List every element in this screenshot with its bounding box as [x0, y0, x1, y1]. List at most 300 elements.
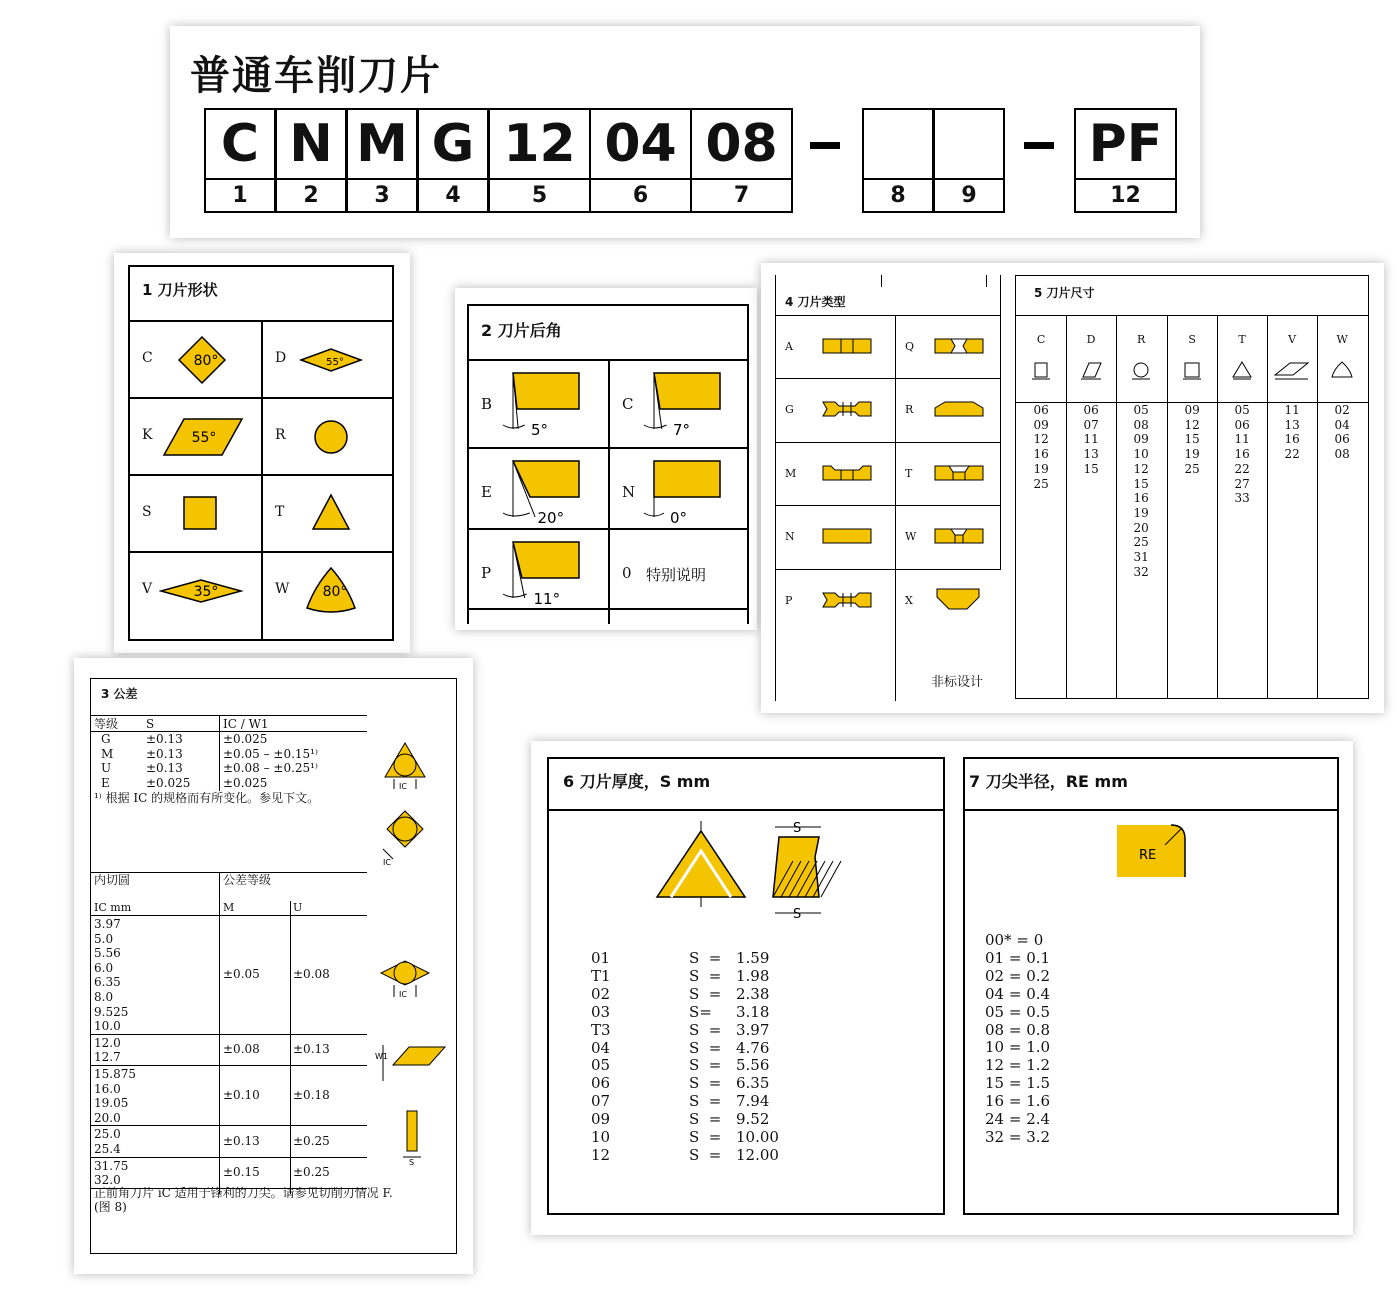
- thickness-equals: [689, 950, 721, 1165]
- tolerance-note-figure: (图 8): [94, 1200, 127, 1214]
- size-value: 13: [1083, 447, 1099, 462]
- col-m-label: M: [223, 901, 235, 914]
- size-divider: [1167, 315, 1168, 699]
- u-tolerance: ±0.25: [293, 1165, 330, 1180]
- code-letter-box: 04: [589, 108, 692, 180]
- thickness-code: 07: [591, 1092, 611, 1111]
- row-divider: [91, 1065, 367, 1066]
- col-u-label: U: [293, 901, 303, 914]
- ic-size: 9.525: [94, 1004, 129, 1019]
- thickness-equals: S =: [689, 966, 722, 985]
- dimension-label: S: [409, 1158, 415, 1167]
- m-tolerance: ±0.15: [223, 1165, 260, 1180]
- shape-code: C: [142, 350, 153, 366]
- size-column-values: [1066, 403, 1116, 477]
- ic-size-values: [94, 1067, 136, 1125]
- thickness-s-label: S: [793, 821, 802, 836]
- shape-cell: [130, 476, 259, 551]
- size-shape-icon: [1079, 359, 1103, 383]
- size-value: 09: [1133, 432, 1149, 447]
- type-cell: [896, 570, 1000, 632]
- size-value: 11: [1284, 403, 1300, 417]
- code-position-box: 7: [690, 178, 793, 213]
- thickness-value: 1.98: [736, 966, 770, 985]
- size-column-values: [1016, 403, 1066, 491]
- tolerance-panel: [74, 658, 473, 1274]
- size-value: 12: [1184, 417, 1200, 432]
- size-value: 09: [1184, 403, 1200, 417]
- shape-cell: [130, 553, 259, 628]
- clearance-code: E: [481, 483, 492, 501]
- code-position-box: 9: [933, 178, 1005, 213]
- thickness-code: T3: [591, 1020, 611, 1039]
- radius-value: 15 = 1.5: [985, 1074, 1051, 1093]
- s-tolerance-value: ±0.13: [146, 746, 183, 761]
- size-value: 06: [1033, 403, 1049, 417]
- type-code: R: [905, 403, 914, 416]
- code-dash: [1024, 142, 1054, 149]
- size-value: 06: [1083, 403, 1099, 417]
- size-value: 16: [1133, 491, 1149, 506]
- clearance-angle-icon: [499, 451, 599, 527]
- ic-size: 5.0: [94, 931, 114, 946]
- thickness-s-icon: [399, 1107, 425, 1167]
- size-shape-icon: [1330, 359, 1354, 383]
- radius-list: [985, 932, 1050, 1147]
- u-tolerance: ±0.18: [293, 1088, 330, 1103]
- tolerance-table: [90, 678, 457, 1254]
- page-title: 普通车削刀片: [190, 53, 442, 99]
- ic-size: 6.0: [94, 960, 114, 975]
- clearance-cell: [610, 449, 747, 528]
- code-position-box: 2: [275, 178, 347, 213]
- size-value: 11: [1234, 432, 1250, 447]
- insert-type-icon: [821, 460, 873, 488]
- insert-type-icon: [933, 523, 985, 551]
- size-shape-icon: [1129, 359, 1153, 383]
- clearance-angle-icon: [640, 363, 740, 439]
- size-divider: [1217, 315, 1218, 699]
- dimension-label: W1: [375, 1052, 388, 1061]
- size-value: 10: [1133, 447, 1149, 462]
- type-cell: [896, 379, 1000, 441]
- clearance-code: C: [622, 395, 634, 413]
- size-value: 19: [1184, 447, 1200, 462]
- corner-radius-diagram: [1115, 823, 1187, 879]
- ic-size: 19.05: [94, 1096, 129, 1111]
- ic-size: 25.4: [94, 1141, 121, 1156]
- code-letter-box: M: [346, 108, 418, 180]
- ic-size: 15.875: [94, 1067, 136, 1081]
- thickness-equals: S=: [689, 1002, 712, 1021]
- shape-code: S: [142, 504, 152, 520]
- clearance-angle-icon: [499, 363, 599, 439]
- angle-label: 80°: [322, 584, 348, 600]
- type-code: X: [905, 594, 913, 607]
- ic-tolerance-value: ±0.08 – ±0.25¹⁾: [223, 761, 318, 776]
- size-value: 06: [1234, 417, 1250, 432]
- insert-shape-icon: [297, 335, 365, 385]
- thickness-equals: S =: [689, 1020, 722, 1039]
- ic-size: 12.7: [94, 1050, 121, 1065]
- type-cell: [896, 316, 1000, 378]
- angle-label: 55°: [326, 357, 344, 368]
- size-column-values: [1217, 403, 1267, 506]
- clearance-angle-label: 11°: [533, 590, 561, 608]
- size-value: 16: [1234, 447, 1250, 462]
- thickness-value: 6.35: [736, 1074, 770, 1093]
- size-value: 08: [1133, 417, 1149, 432]
- radius-value: 02 = 0.2: [985, 966, 1051, 985]
- thickness-value: 5.56: [736, 1056, 770, 1075]
- size-column-values: [1267, 403, 1317, 462]
- tolerance-footnote: ¹⁾ 根据 IC 的规格而有所变化。参见下文。: [94, 791, 320, 805]
- thickness-diagram: [649, 821, 849, 931]
- insert-type-icon: [821, 333, 873, 361]
- size-value: 25: [1133, 535, 1149, 550]
- thickness-equals: S =: [689, 1092, 722, 1111]
- size-value: 07: [1083, 417, 1099, 432]
- size-value: 22: [1234, 461, 1250, 476]
- ic-size: 12.0: [94, 1035, 121, 1050]
- grade-column: [101, 732, 113, 790]
- clearance-angle-label: 7°: [673, 421, 691, 439]
- size-value: 15: [1184, 432, 1200, 447]
- radius-value: 12 = 1.2: [985, 1056, 1051, 1075]
- radius-value: 00* = 0: [985, 931, 1044, 949]
- type-code: A: [785, 340, 793, 353]
- thickness-value: 7.94: [736, 1092, 770, 1111]
- code-position-box: 12: [1074, 178, 1177, 213]
- angle-label: 55°: [191, 430, 217, 446]
- dimension-label: IC: [399, 782, 407, 791]
- size-value: 02: [1334, 403, 1350, 417]
- size-table: [1015, 275, 1369, 699]
- ic-size-values: [94, 917, 128, 1034]
- thickness-value: 3.18: [736, 1002, 770, 1021]
- size-value: 06: [1334, 432, 1350, 447]
- size-divider: [1267, 315, 1268, 699]
- radius-value: 05 = 0.5: [985, 1002, 1051, 1021]
- size-value: 25: [1033, 476, 1049, 491]
- shape-code: V: [142, 581, 153, 597]
- code-position-box: 5: [488, 178, 591, 213]
- insert-type-icon: [933, 460, 985, 488]
- shape-panel: [114, 253, 410, 653]
- thickness-equals: S =: [689, 949, 722, 967]
- thickness-code: 12: [591, 1145, 611, 1164]
- shape-code: D: [275, 350, 287, 366]
- size-column-code: T: [1238, 333, 1246, 346]
- ic-size-values: [94, 1127, 121, 1156]
- insert-shape-icon: [303, 564, 359, 618]
- ic-size: 6.35: [94, 975, 121, 990]
- clearance-code: B: [481, 395, 493, 413]
- clearance-panel: [455, 288, 757, 630]
- ic-header: IC / W1: [223, 717, 269, 731]
- shape-code: R: [275, 427, 286, 443]
- thickness-code: 05: [591, 1056, 611, 1075]
- thickness-code: 02: [591, 984, 611, 1003]
- thickness-equals: S =: [689, 1145, 722, 1164]
- s-tolerance-value: ±0.13: [146, 732, 183, 746]
- m-tolerance: ±0.08: [223, 1042, 260, 1057]
- radius-value: 01 = 0.1: [985, 948, 1051, 967]
- u-tolerance: ±0.13: [293, 1042, 330, 1057]
- thickness-equals: S =: [689, 1038, 722, 1057]
- radius-re-label: RE: [1139, 848, 1157, 863]
- ic-size-values: [94, 1036, 121, 1065]
- code-position-box: 6: [589, 178, 692, 213]
- shape-table: [128, 265, 394, 641]
- clearance-angle-label: 5°: [531, 421, 549, 439]
- insert-type-icon: [933, 396, 985, 424]
- m-tolerance: ±0.05: [223, 967, 260, 982]
- insert-shape-icon: [174, 489, 230, 539]
- thickness-equals: S =: [689, 1110, 722, 1129]
- insert-type-icon: [933, 585, 985, 613]
- type-size-panel: [761, 263, 1384, 713]
- type-table: [775, 275, 1002, 701]
- ic-size: 20.0: [94, 1110, 121, 1125]
- code-letter-box: G: [417, 108, 489, 180]
- size-column-code: W: [1336, 333, 1348, 346]
- size-value: 27: [1234, 476, 1250, 491]
- thickness-codes: [591, 950, 611, 1165]
- shape-cell: [130, 399, 259, 474]
- radius-value: 16 = 1.6: [985, 1092, 1051, 1111]
- ic-tolerance-value: ±0.05 – ±0.15¹⁾: [223, 746, 318, 761]
- ic-tolerance-value: ±0.025: [223, 732, 268, 746]
- size-column-code: R: [1136, 333, 1146, 346]
- code-letter-box: [933, 108, 1005, 180]
- size-value: 19: [1033, 461, 1049, 476]
- ic-size: 5.56: [94, 946, 121, 961]
- type-code: G: [785, 403, 794, 416]
- clearance-cell: [469, 449, 606, 528]
- triangle-ic-icon: [381, 739, 429, 795]
- radius-value: 04 = 0.4: [985, 984, 1051, 1003]
- code-letter-box: 12: [488, 108, 591, 180]
- size-value: 05: [1234, 403, 1250, 417]
- s-tolerance-value: ±0.13: [146, 761, 183, 776]
- m-tolerance: ±0.13: [223, 1134, 260, 1148]
- clearance-code: P: [481, 564, 492, 582]
- code-letter-box: C: [204, 108, 276, 180]
- m-tolerance: ±0.10: [223, 1088, 260, 1103]
- diamond-ic-icon: [379, 957, 433, 1001]
- ic-tolerance-value: ±0.025: [223, 775, 268, 790]
- rhombus-ic-icon: [379, 809, 433, 865]
- clearance-angle-label: 20°: [537, 509, 565, 527]
- size-column-code: C: [1036, 333, 1046, 346]
- thickness-equals: S =: [689, 1128, 722, 1147]
- size-value: 09: [1033, 417, 1049, 432]
- insert-shape-icon: [303, 489, 359, 539]
- ic-size: 32.0: [94, 1173, 121, 1188]
- thickness-equals: S =: [689, 1056, 722, 1075]
- insert-shape-icon: [159, 566, 245, 616]
- type-code: M: [785, 467, 797, 480]
- parallelogram-w1-icon: [375, 1039, 447, 1083]
- clearance-cell: [610, 530, 747, 608]
- ic-column: [223, 732, 318, 790]
- shape-code: T: [275, 504, 285, 520]
- class-label: 公差等级: [223, 873, 272, 887]
- radius-value: 08 = 0.8: [985, 1020, 1051, 1039]
- insert-shape-icon: [174, 335, 230, 385]
- insert-type-icon: [821, 587, 873, 615]
- radius-value: 10 = 1.0: [985, 1038, 1051, 1057]
- radius-value: 32 = 3.2: [985, 1127, 1051, 1146]
- special-note: 特别说明: [646, 566, 707, 584]
- row-divider: [91, 1034, 367, 1035]
- grade-value: G: [101, 732, 111, 746]
- insert-shape-icon: [303, 412, 359, 462]
- size-value: 32: [1133, 564, 1149, 579]
- size-value: 08: [1334, 447, 1350, 462]
- ic-size: 25.0: [94, 1127, 121, 1142]
- radius-heading: 7 刀尖半径，RE mm: [969, 772, 1128, 791]
- thickness-code: 01: [591, 949, 611, 967]
- type-cell: [896, 443, 1000, 505]
- size-value: 16: [1033, 447, 1049, 462]
- shape-cell: [130, 322, 259, 397]
- type-cell: [776, 379, 880, 441]
- clearance-cell: [610, 361, 747, 447]
- size-heading: 5 刀片尺寸: [1034, 286, 1095, 300]
- size-divider: [1066, 315, 1067, 699]
- size-value: 13: [1284, 417, 1300, 432]
- size-shape-icon: [1029, 359, 1053, 383]
- row-divider: [91, 1125, 367, 1126]
- size-value: 31: [1133, 550, 1149, 565]
- thickness-code: 10: [591, 1128, 611, 1147]
- type-cell: [776, 316, 880, 378]
- thickness-value: 12.00: [736, 1145, 779, 1164]
- dimension-label: IC: [383, 858, 391, 865]
- clearance-angle-icon: [640, 451, 740, 527]
- size-column-values: [1116, 403, 1166, 579]
- ic-size: 3.97: [94, 917, 121, 931]
- size-value: 19: [1133, 505, 1149, 520]
- type-cell: [776, 570, 880, 632]
- size-shape-icon: [1230, 359, 1254, 383]
- size-value: 25: [1184, 461, 1200, 476]
- s-column: [146, 732, 190, 790]
- thickness-value: 9.52: [736, 1110, 770, 1129]
- thickness-s-label: S: [793, 907, 802, 922]
- shape-cell: [263, 553, 392, 628]
- clearance-code: 0: [622, 564, 632, 582]
- size-value: 22: [1284, 447, 1300, 462]
- shape-cell: [263, 476, 392, 551]
- thickness-code: 03: [591, 1002, 611, 1021]
- thickness-equals: S =: [689, 984, 722, 1003]
- grade-value: E: [101, 775, 110, 790]
- insert-shape-icon: [162, 413, 246, 461]
- thickness-code: T1: [591, 966, 611, 985]
- shape-code: W: [275, 581, 290, 597]
- type-code: Q: [905, 340, 915, 353]
- code-position-box: 8: [862, 178, 934, 213]
- code-letter-box: N: [275, 108, 347, 180]
- insert-type-icon: [933, 333, 985, 361]
- size-value: 12: [1133, 461, 1149, 476]
- type-cell: [776, 506, 880, 568]
- size-shape-icon: [1274, 359, 1310, 383]
- grade-header: 等级: [94, 717, 119, 731]
- clearance-heading: 2 刀片后角: [481, 321, 562, 340]
- nonstandard-note: 非标设计: [931, 675, 984, 690]
- thickness-heading: 6 刀片厚度，S mm: [563, 772, 711, 791]
- u-tolerance: ±0.08: [293, 967, 330, 982]
- size-value: 05: [1133, 403, 1149, 417]
- thickness-equals: S =: [689, 1074, 722, 1093]
- shape-cell: [263, 322, 392, 397]
- shape-heading: 1 刀片形状: [142, 281, 218, 299]
- clearance-table: [467, 304, 749, 624]
- type-code: N: [785, 530, 795, 543]
- code-letter-box: [862, 108, 934, 180]
- u-tolerance: ±0.25: [293, 1134, 330, 1148]
- size-shape-icon: [1180, 359, 1204, 383]
- shape-cell: [263, 399, 392, 474]
- ic-size: 31.75: [94, 1158, 129, 1173]
- size-column-code: S: [1188, 333, 1196, 346]
- size-value: 15: [1133, 476, 1149, 491]
- code-header-panel: [170, 26, 1200, 238]
- s-tolerance-value: ±0.025: [146, 775, 191, 790]
- ic-mm-label: IC mm: [94, 901, 132, 914]
- clearance-cell: [469, 361, 606, 447]
- tolerance-heading: 3 公差: [101, 687, 138, 701]
- clearance-cell: [469, 530, 606, 608]
- insert-type-icon: [821, 523, 873, 551]
- radius-table: [963, 757, 1339, 1215]
- ic-size: 8.0: [94, 989, 114, 1004]
- thickness-value: 4.76: [736, 1038, 770, 1057]
- thickness-values: [736, 950, 779, 1165]
- size-value: 11: [1083, 432, 1099, 447]
- grade-value: M: [101, 746, 114, 761]
- size-value: 04: [1334, 417, 1350, 432]
- size-column-code: V: [1288, 333, 1297, 346]
- angle-label: 80°: [193, 353, 219, 369]
- code-dash: [810, 142, 840, 149]
- size-column-values: [1317, 403, 1367, 462]
- thickness-code: 09: [591, 1110, 611, 1129]
- thickness-value: 3.97: [736, 1020, 770, 1039]
- clearance-angle-icon: [499, 532, 599, 608]
- code-position-box: 4: [417, 178, 489, 213]
- code-letter-box: PF: [1074, 108, 1177, 180]
- radius-value: 24 = 2.4: [985, 1110, 1051, 1129]
- size-value: 16: [1284, 432, 1300, 447]
- type-cell: [896, 506, 1000, 568]
- clearance-angle-label: 0°: [670, 509, 688, 527]
- thickness-value: 2.38: [736, 984, 770, 1003]
- thickness-code: 06: [591, 1074, 611, 1093]
- code-letter-box: 08: [690, 108, 793, 180]
- ic-size: 10.0: [94, 1019, 121, 1034]
- angle-label: 35°: [193, 584, 219, 600]
- code-position-box: 3: [346, 178, 418, 213]
- size-column-values: [1167, 403, 1217, 477]
- grade-value: U: [101, 761, 112, 776]
- thickness-radius-panel: [531, 741, 1353, 1235]
- size-column-code: D: [1086, 333, 1096, 346]
